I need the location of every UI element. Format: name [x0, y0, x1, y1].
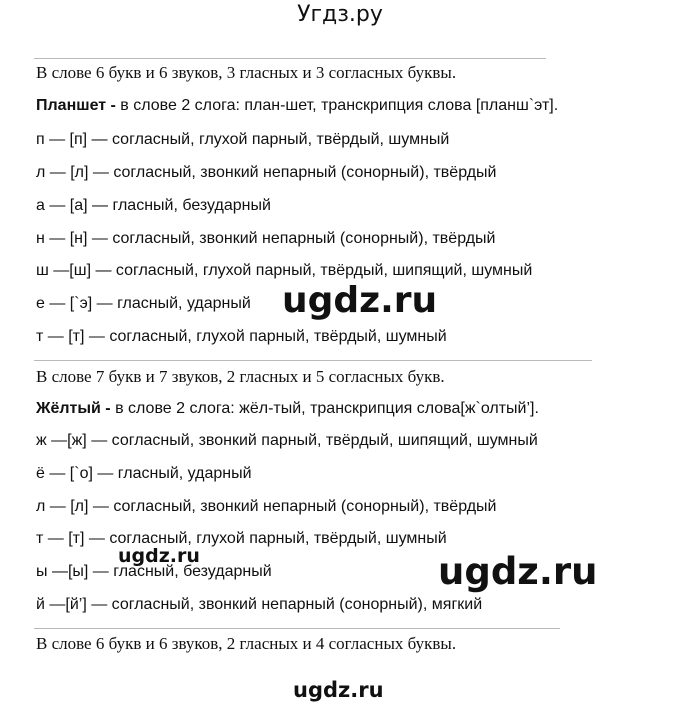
section1-word: Планшет -: [36, 97, 116, 114]
section1-word-line: [36, 97, 558, 115]
section2-word: Жёлтый -: [36, 400, 111, 417]
site-title: Угдз.ру: [297, 2, 383, 27]
watermark: ugdz.ru: [293, 678, 384, 702]
section1-row: е — [`э] — гласный, ударный: [36, 295, 251, 312]
section1-row: л — [л] — согласный, звонкий непарный (сонорный), твёрдый: [36, 164, 497, 181]
section1-row: ш —[ш] — согласный, глухой парный, твёрдый, шипящий, шумный: [36, 262, 533, 279]
section1-word-info: в слове 2 слога: план-шет, транскрипция слова [планш`эт].: [115, 97, 559, 114]
section1-row: а — [а] — гласный, безударный: [36, 197, 271, 214]
section1-row: п — [п] — согласный, глухой парный, твёрдый, шумный: [36, 131, 450, 148]
section1-row: н — [н] — согласный, звонкий непарный (сонорный), твёрдый: [36, 230, 496, 247]
watermark: ugdz.ru: [282, 280, 438, 321]
section2-row: й —[й’] — согласный, звонкий непарный (сонорный), мягкий: [36, 596, 483, 613]
section2-row: л — [л] — согласный, звонкий непарный (сонорный), твёрдый: [36, 498, 497, 515]
watermark: ugdz.ru: [438, 550, 598, 593]
divider-top: [34, 58, 546, 59]
section2-row: ж —[ж] — согласный, звонкий парный, твёрдый, шипящий, шумный: [36, 432, 538, 449]
divider: [34, 360, 592, 361]
watermark: ugdz.ru: [118, 545, 200, 567]
section2-row: ы —[ы] — гласный, безударный: [36, 563, 272, 580]
section2-word-line: [36, 400, 539, 418]
section1-summary: В слове 6 букв и 6 звуков, 3 гласных и 3 согласных буквы.: [36, 63, 457, 82]
section3-summary: В слове 6 букв и 6 звуков, 2 гласных и 4 согласных буквы.: [36, 634, 457, 653]
section2-word-info: в слове 2 слога: жёл-тый, транскрипция слова[ж`олтый’].: [110, 400, 539, 417]
divider: [34, 628, 560, 629]
section2-row: т — [т] — согласный, глухой парный, твёрдый, шумный: [36, 530, 447, 547]
section2-summary: В слове 7 букв и 7 звуков, 2 гласных и 5 согласных букв.: [36, 367, 445, 386]
section2-row: ё — [`о] — гласный, ударный: [36, 465, 252, 482]
section1-row: т — [т] — согласный, глухой парный, твёрдый, шумный: [36, 328, 447, 345]
